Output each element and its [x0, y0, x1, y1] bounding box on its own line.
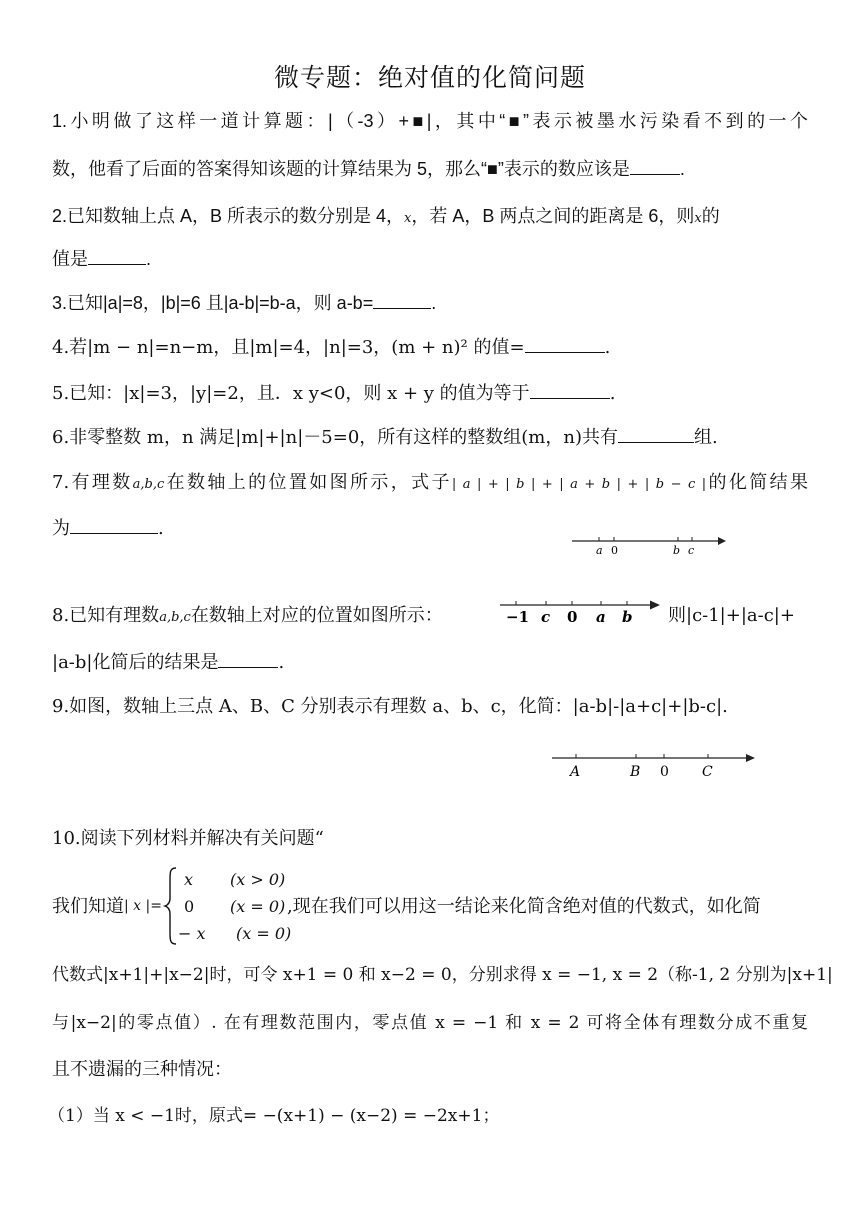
answer-blank[interactable] [618, 424, 694, 443]
label-c: c [688, 544, 695, 557]
q8-line1c: 则|c-1|+|a-c|+ [668, 605, 795, 626]
label-b: b [673, 544, 681, 557]
label-0: 0 [611, 544, 618, 557]
q10-after-cases: ,现在我们可以用这一结论来化简含绝对值的代数式，如化简 [287, 896, 761, 917]
label-C: C [702, 764, 713, 780]
axis-arrow [718, 537, 726, 545]
case-row: 0 (x = 0) [184, 897, 286, 916]
case-row: − x (x = 0) [178, 924, 292, 943]
label-A: A [570, 764, 581, 780]
case-row: x (x > 0) [184, 870, 286, 889]
q6-line: 6.非零整数 m，n 满足|m|+|n|－5=0，所有这样的整数组(m，n)共有 组. [52, 424, 718, 451]
q10-know: 我们知道 [52, 896, 124, 917]
label-a: a [596, 544, 603, 557]
answer-blank[interactable] [525, 334, 605, 353]
q2-line2: 值是 . [52, 246, 151, 272]
label-neg1: −1 [506, 608, 530, 626]
answer-blank[interactable] [70, 515, 158, 534]
answer-blank[interactable] [373, 290, 431, 309]
q7-line1: 7.有理数a,b,c在数轴上的位置如图所示，式子| a | + | b | + | a + b | + | b − c |的化简结果 [52, 472, 808, 493]
brace-icon [163, 866, 179, 946]
q4-line: 4.若|m − n|=n−m，且|m|=4，|n|=3，(m + n)² 的值= . [52, 334, 610, 361]
answer-blank[interactable] [630, 156, 680, 175]
q10-case1: （1）当 x < −1时，原式= −(x+1) − (x−2) = −2x+1； [48, 1106, 500, 1126]
axis-arrow [650, 601, 660, 610]
q10-heading: 10.阅读下列材料并解决有关问题“ [52, 828, 324, 849]
page-title: 微专题：绝对值的化简问题 [273, 63, 586, 92]
q10-para2-line2: 与|x−2|的零点值）. 在有理数范围内，零点值 x = −1 和 x = 2 可将全体有理数分成不重复 [52, 1013, 808, 1033]
q8-number-line [500, 597, 665, 627]
q10-para2-line3: 且不遗漏的三种情况： [52, 1059, 232, 1080]
label-a: a [596, 608, 606, 626]
label-B: B [630, 764, 641, 780]
q8-line2: |a-b|化简后的结果是 . [52, 649, 284, 676]
answer-blank[interactable] [530, 380, 610, 399]
answer-blank[interactable] [88, 246, 146, 265]
q9-number-line [552, 752, 762, 782]
q8-line1a: 8.已知有理数a,b,c在数轴上对应的位置如图所示： [52, 605, 443, 626]
q3-line: 3.已知|a|=8，|b|=6 且|a-b|=b-a，则 a-b= . [52, 290, 436, 316]
q7-line2: 为 . [52, 515, 164, 542]
q2-line1: 2.已知数轴上点 A，B 所表示的数分别是 4，x，若 A，B 两点之间的距离是 6，则x的 [52, 206, 720, 226]
q1-line2: 数，他看了后面的答案得知该题的计算结果为 5，那么“■”表示的数应该是 . [52, 156, 685, 182]
answer-blank[interactable] [218, 649, 278, 668]
q1-line1: 1.小明做了这样一道计算题：|（-3）+■|，其中“■”表示被墨水污染看不到的一个 [52, 111, 808, 131]
abs-x-label: | x |= [124, 898, 162, 914]
label-0: 0 [660, 764, 669, 780]
axis-arrow [746, 754, 755, 762]
label-c: c [541, 608, 551, 626]
label-b: b [622, 608, 633, 626]
q9-line: 9.如图，数轴上三点 A、B、C 分别表示有理数 a、b、c，化简：|a-b|-|a+c|+|b-c|. [52, 696, 728, 717]
q10-para2-line1: 代数式|x+1|+|x−2|时，可令 x+1 = 0 和 x−2 = 0，分别求得 x = −1, x = 2（称-1, 2 分别为|x+1| [52, 965, 833, 985]
q5-line: 5.已知：|x|=3，|y|=2，且．x y<0，则 x + y 的值为等于 . [52, 380, 615, 407]
q7-number-line [570, 532, 740, 558]
label-0: 0 [567, 608, 578, 626]
